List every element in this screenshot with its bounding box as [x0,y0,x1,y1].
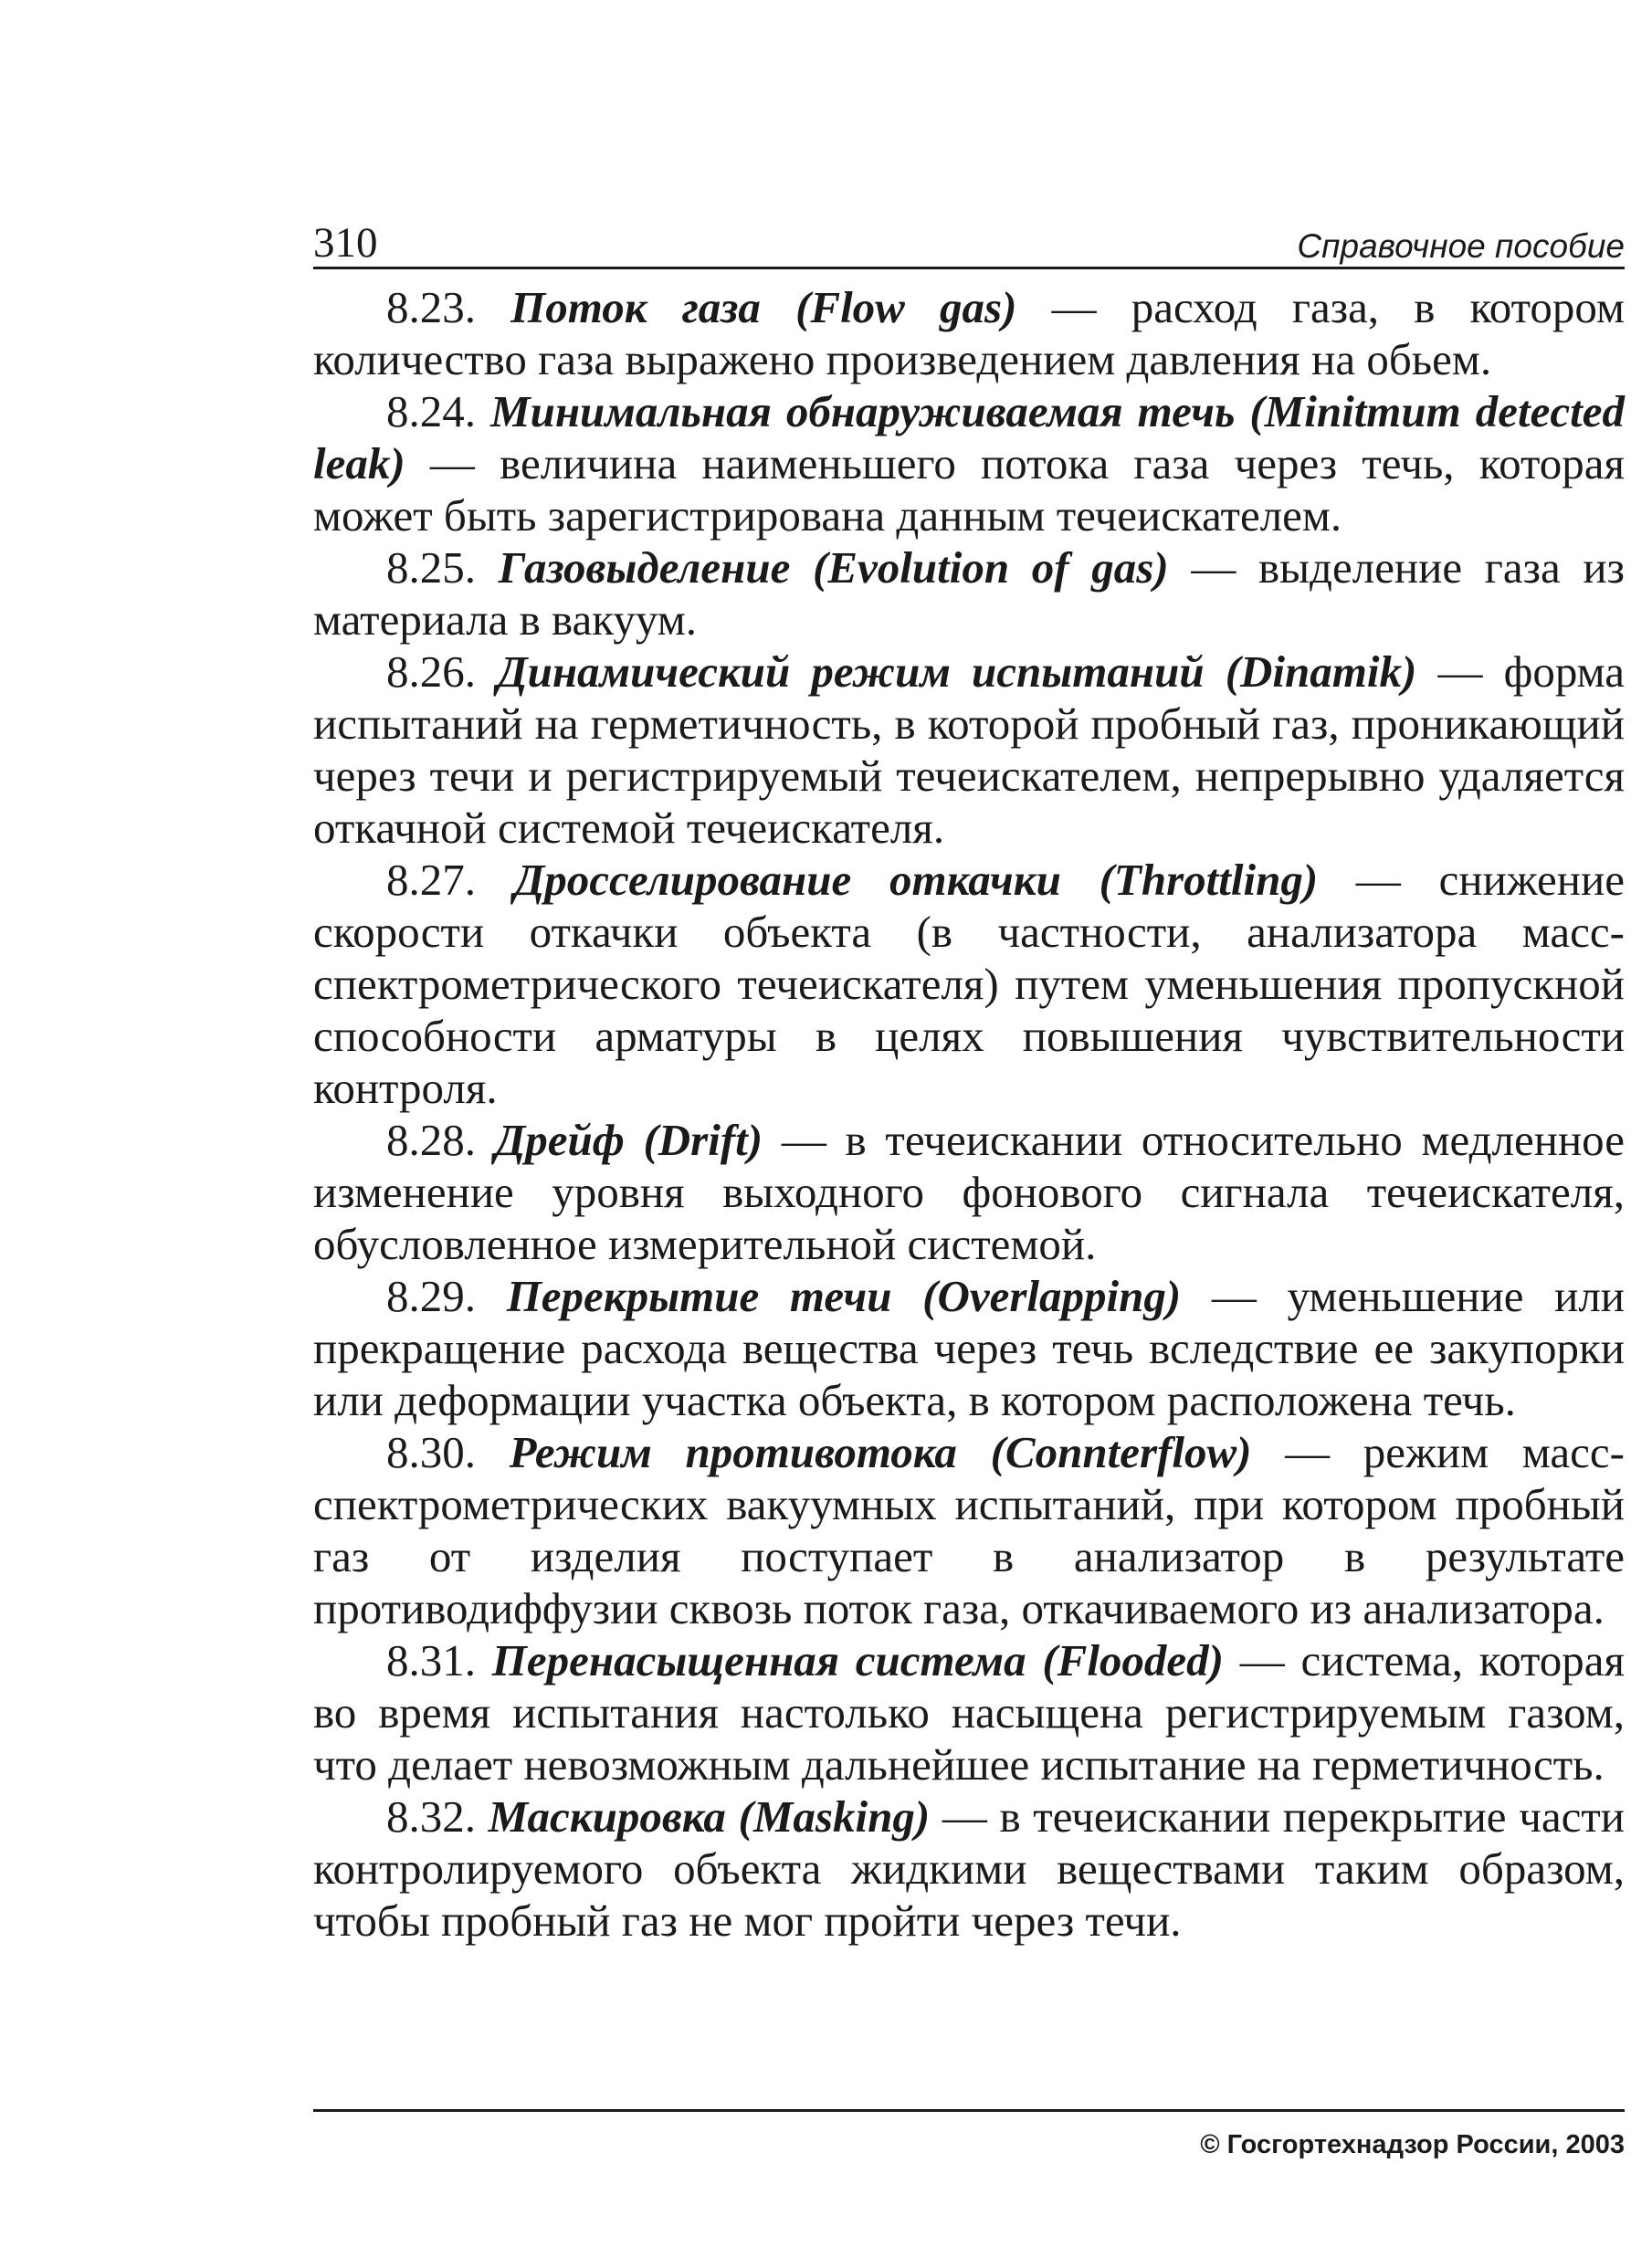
page-footer [313,2109,1625,2159]
glossary-entry [313,854,1625,1114]
entry-number: 8.28. [386,1115,476,1165]
entry-term: Дрейф (Drift) [494,1115,763,1165]
running-title: Справочное пособие [1297,227,1625,265]
glossary-entry [313,281,1625,385]
entry-number: 8.27. [386,855,476,905]
entry-definition: — форма испытаний на герметичность, в которой пробный газ, проникающий через течи и регистрируемый течеискателем, непрерывно удаляется откачной системой течеискателя. [313,646,1626,853]
entry-term: Дросселирование откачки (Throttling) [513,855,1319,905]
entry-number: 8.30. [386,1427,476,1477]
entry-term: Перенасыщенная система (Flooded) [491,1635,1224,1685]
page-header [313,212,1625,269]
entry-definition: — снижение скорости откачки объекта (в частности, анализатора масс-спектрометрического течеискателя) путем уменьшения пропускной способности арматуры в целях повышения чувствительности контроля. [313,855,1625,1113]
entry-definition: — система, которая во время испытания настолько насыщена регистрируемым газом, что делает невозможным дальнейшее испытание на герметичность. [313,1635,1626,1790]
entry-definition: — уменьшение или прекращение расхода вещества через течь вследствие ее закупорки или деформации участка объекта, в котором расположена течь. [313,1271,1626,1425]
entry-definition: — в течеискании перекрытие части контролируемого объекта жидкими веществами таким образом, чтобы пробный газ не мог пройти через течи. [313,1791,1625,1946]
entry-definition: — режим масс-спектрометрических вакуумных испытаний, при котором пробный газ от изделия поступает в анализатор в результате противодиффузии сквозь поток газа, откачиваемого из анализатора. [313,1427,1625,1633]
page-number: 310 [313,219,378,267]
entry-term: Режим противотока (Connterflow) [509,1427,1252,1477]
entry-number: 8.26. [386,646,476,697]
entry-term: Маскировка (Masking) [488,1791,931,1842]
entry-number: 8.23. [386,282,476,332]
entry-term: Динамический режим испытаний (Dinamik) [497,646,1417,697]
glossary-entry [313,646,1625,854]
entry-number: 8.32. [386,1791,476,1842]
entry-definition: — величина наименьшего потока газа через течь, которая может быть зарегистрирована данным течеискателем. [313,438,1625,541]
entry-number: 8.29. [386,1271,476,1321]
entry-definition: — расход газа, в котором количество газа выражено произведением давления на обьем. [313,282,1626,384]
entry-number: 8.24. [386,386,476,436]
entry-number: 8.31. [386,1635,476,1685]
glossary-entries [313,281,1625,1947]
glossary-entry [313,1270,1625,1426]
glossary-entry [313,1634,1625,1790]
glossary-entry [313,1790,1625,1947]
glossary-entry [313,1426,1625,1634]
copyright-notice: © Госгортехнадзор России, 2003 [1200,2130,1625,2159]
entry-number: 8.25. [386,542,476,593]
glossary-entry [313,541,1625,646]
glossary-entry [313,1114,1625,1270]
entry-term: Газовыделение (Evolution of gas) [498,542,1169,593]
glossary-entry [313,385,1625,541]
entry-term: Поток газа (Flow gas) [510,282,1017,332]
entry-term: Перекрытие течи (Overlapping) [506,1271,1182,1321]
entry-definition: — в течеискании относительно медленное изменение уровня выходного фонового сигнала течеискателя, обусловленное измерительной системой. [313,1115,1626,1269]
entry-definition: — выделение газа из материала в вакуум. [313,542,1625,645]
entry-term: Минимальная обнаруживаемая течь (Minitmum detected leak) [313,386,1625,488]
